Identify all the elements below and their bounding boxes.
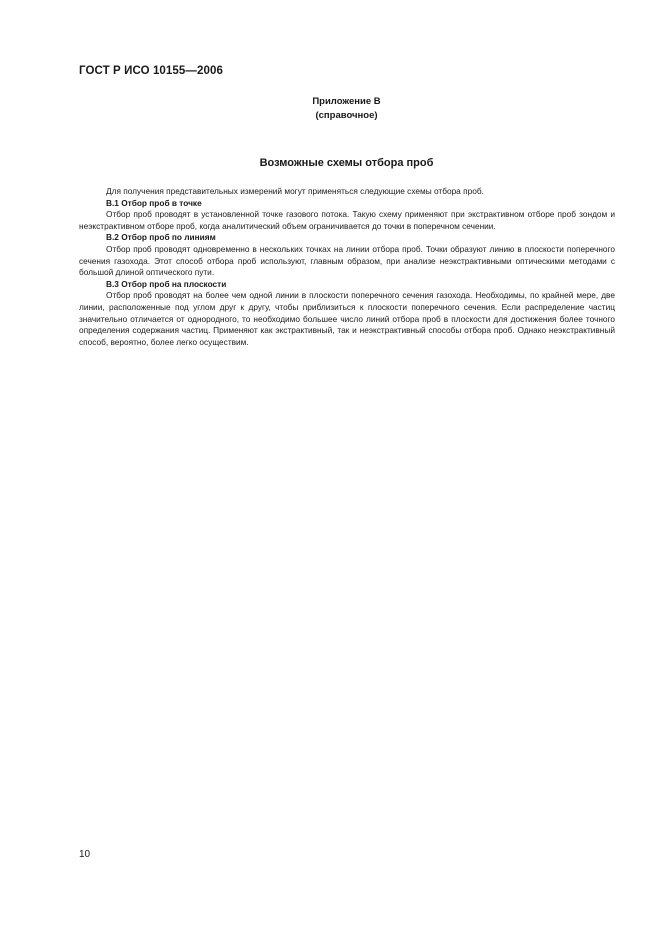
section-text-b3: Отбор проб проводят на более чем одной линии в плоскости поперечного сечения газохода. Необходимы, по крайней мере, две линии, расположенные под углом друг к другу, чтобы приблизиться к плоскости поперечного сечения. Если распределение частиц значительно отличается от однородного, то необходимо большее число линий отбора проб в плоскости для достижения более точного определения содержания частиц. Применяют как экстрактивный, так и неэкстрактивный способы отбора проб. Однако неэкстрактивный способ, вероятно, более легко осуществим. bbox=[79, 290, 615, 347]
appendix-title: Возможные схемы отбора проб bbox=[259, 157, 434, 169]
appendix-block bbox=[0, 95, 661, 123]
document-body bbox=[79, 186, 615, 348]
section-text-b1: Отбор проб проводят в установленной точке газового потока. Такую схему применяют при экстрактивном отборе проб зондом и неэкстрактивном отборе проб, когда аналитический объем ограничивается до точки в поперечном сечении. bbox=[79, 209, 615, 231]
document-header: ГОСТ Р ИСО 10155—2006 bbox=[79, 65, 224, 77]
page-number: 10 bbox=[79, 849, 91, 860]
appendix-type: (справочное) bbox=[315, 110, 378, 121]
section-heading-b2: В.2 Отбор проб по линиям bbox=[106, 232, 216, 243]
section-heading-b1: В.1 Отбор проб в точке bbox=[106, 197, 202, 208]
section-heading-b3: В.3 Отбор проб на плоскости bbox=[106, 278, 227, 289]
appendix-label: Приложение В bbox=[312, 96, 381, 107]
intro-paragraph: Для получения представительных измерений могут применяться следующие схемы отбора проб. bbox=[106, 186, 484, 196]
section-text-b2: Отбор проб проводят одновременно в нескольких точках на линии отбора проб. Точки образуют линию в плоскости поперечного сечения газохода. Этот способ отбора проб используют, главным образом, при анализе неэкстрактивными оптическими методами с большой длиной оптического пути. bbox=[79, 243, 615, 278]
